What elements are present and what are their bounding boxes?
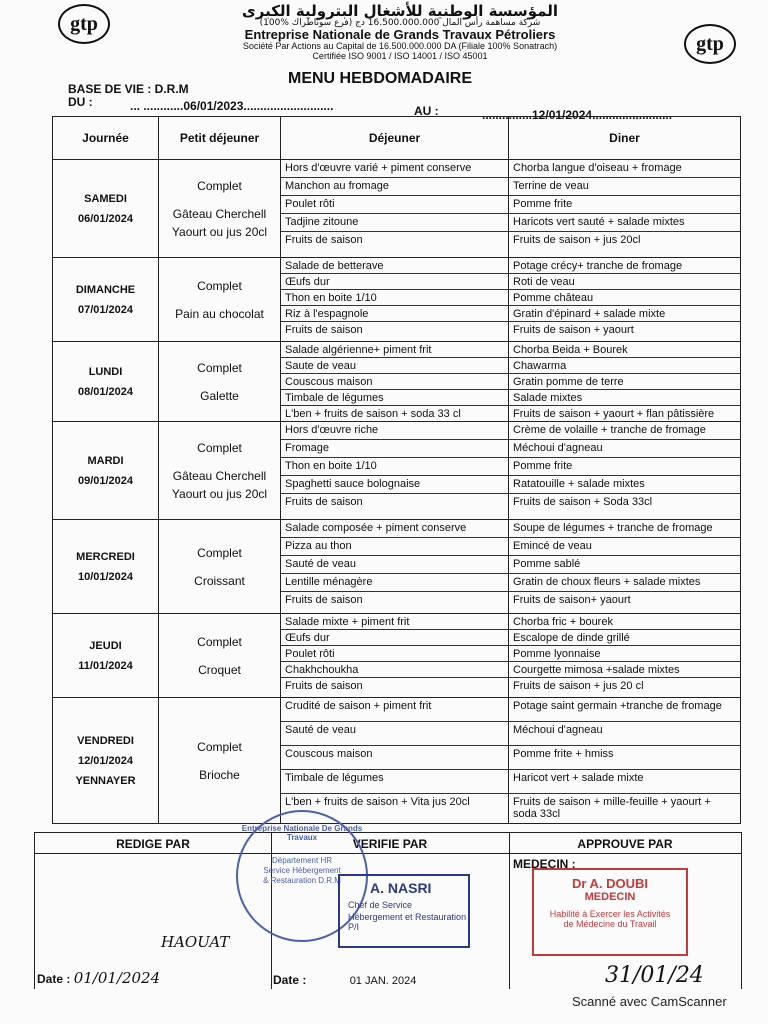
day-cell — [53, 520, 159, 614]
day-cell — [53, 160, 159, 258]
company-logo-left — [58, 4, 110, 44]
dinner-item: Terrine de veau — [509, 178, 740, 196]
lunch-cell — [281, 698, 509, 824]
day-date: 10/01/2024 — [77, 570, 134, 583]
lunch-cell — [281, 258, 509, 342]
breakfast-item: Brioche — [199, 767, 240, 782]
breakfast-item: Croissant — [194, 573, 245, 588]
redige-signature: HAOUAT — [161, 933, 230, 951]
lunch-item: Fromage — [281, 440, 508, 458]
table-row — [53, 614, 741, 698]
company-sub-arabic: شركة مساهمة رأس المال 16.500.000.000 دج (فرع سوناطراك %100) — [259, 18, 541, 28]
lunch-item: Salade composée + piment conserve — [281, 520, 508, 538]
lunch-item: Fruits de saison — [285, 496, 363, 508]
verifier-rect-stamp — [338, 874, 470, 948]
dinner-item: Pomme frite + hmiss — [509, 746, 740, 770]
day-cell — [53, 698, 159, 824]
day-day: VENDREDI — [77, 734, 134, 747]
day-date: 11/01/2024 — [78, 659, 133, 672]
lunch-item: Spaghetti sauce bolognaise — [281, 476, 508, 494]
lunch-item: Fruits de saison — [285, 324, 363, 336]
verifie-date — [273, 973, 416, 987]
approuve-title: APPROUVE PAR — [509, 837, 741, 854]
lunch-item: Poulet rôti — [281, 646, 508, 662]
dinner-item: Fruits de saison + yaourt + flan pâtissière — [513, 408, 715, 420]
lunch-item: Thon en boite 1/10 — [281, 458, 508, 476]
day-day: LUNDI — [88, 365, 123, 378]
day-cell — [53, 258, 159, 342]
company-name-french: Entreprise Nationale de Grands Travaux Pétroliers — [244, 27, 556, 42]
redige-column — [35, 833, 272, 989]
lunch-item: Riz à l'espagnole — [281, 306, 508, 322]
certification-line: Certifiée ISO 9001 / ISO 14001 / ISO 45001 — [312, 51, 488, 61]
table-header-row — [53, 117, 741, 160]
dinner-item: Chorba Beida + Bourek — [509, 342, 740, 358]
menu-body — [53, 160, 741, 824]
breakfast-cell — [159, 342, 281, 422]
breakfast-cell — [159, 698, 281, 824]
dinner-cell — [509, 520, 741, 614]
du-label: DU : — [68, 95, 93, 109]
dinner-item: Salade mixtes — [509, 390, 740, 406]
dinner-item: Haricot vert + salade mixte — [509, 770, 740, 794]
breakfast-item: Complet — [197, 545, 242, 560]
dinner-item: Chorba langue d'oiseau + fromage — [509, 160, 740, 178]
redige-date-value: 01/01/2024 — [73, 969, 161, 987]
lunch-item: Œufs dur — [281, 630, 508, 646]
day-date: 09/01/2024 — [77, 474, 134, 487]
dinner-item: Fruits de saison + jus 20cl — [513, 234, 641, 246]
dinner-item: Chawarma — [509, 358, 740, 374]
breakfast-item: Complet — [197, 739, 242, 754]
day-day: JEUDI — [89, 639, 122, 652]
header-breakfast: Petit déjeuner — [159, 117, 281, 160]
dinner-item: Pomme sablé — [509, 556, 740, 574]
lunch-item: L'ben + fruits de saison + soda 33 cl — [285, 408, 461, 420]
breakfast-item: Gâteau Cherchell — [172, 206, 267, 221]
redige-title: REDIGE PAR — [35, 837, 271, 854]
lunch-item: Timbale de légumes — [281, 770, 508, 794]
table-row — [53, 160, 741, 258]
dinner-item: Potage saint germain +tranche de fromage — [509, 698, 740, 722]
dinner-item: Gratin de choux fleurs + salade mixtes — [509, 574, 740, 592]
dinner-item: Fruits de saison + mille-feuille + yaourt + soda 33cl — [513, 796, 711, 820]
medecin-stamp-role: MEDECIN — [584, 891, 636, 903]
lunch-item: Hors d'œuvre varié + piment conserve — [281, 160, 508, 178]
day-day: SAMEDI — [84, 192, 127, 205]
du-date: ... ............06/01/2023........................... — [130, 99, 334, 113]
lunch-item: Sauté de veau — [281, 722, 508, 746]
breakfast-item: Complet — [197, 360, 242, 375]
dinner-item: Emincé de veau — [509, 538, 740, 556]
dinner-item: Pomme frite — [509, 458, 740, 476]
dinner-item: Haricots vert sauté + salade mixtes — [509, 214, 740, 232]
day-cell — [53, 422, 159, 520]
breakfast-item: Gâteau Cherchell — [172, 468, 267, 483]
dinner-item: Potage crécy+ tranche de fromage — [509, 258, 740, 274]
logo-left-text: gtp — [70, 12, 98, 35]
lunch-item: Chakhchoukha — [281, 662, 508, 678]
scanner-footer: Scanné avec CamScanner — [572, 994, 727, 1009]
day-date: 06/01/2024 — [77, 212, 134, 225]
dinner-cell — [509, 698, 741, 824]
lunch-item: Fruits de saison — [285, 234, 363, 246]
lunch-item: Couscous maison — [281, 746, 508, 770]
breakfast-item: Yaourt ou jus 20cl — [171, 224, 268, 239]
breakfast-item: Croquet — [198, 662, 241, 677]
breakfast-item: Complet — [197, 440, 242, 455]
round-stamp-inner: Département HR Service Hébergement & Restauration D.R.M — [263, 856, 341, 885]
lunch-item: Manchon au fromage — [281, 178, 508, 196]
lunch-item: Sauté de veau — [281, 556, 508, 574]
breakfast-cell — [159, 258, 281, 342]
lunch-item: Fruits de saison — [285, 680, 363, 692]
dinner-item: Fruits de saison + Soda 33cl — [513, 496, 653, 508]
redige-date — [37, 969, 160, 987]
lunch-item: Salade mixte + piment frit — [281, 614, 508, 630]
dinner-item: Roti de veau — [509, 274, 740, 290]
day-cell — [53, 342, 159, 422]
day-day: DIMANCHE — [75, 283, 136, 296]
dinner-item: Pomme lyonnaise — [509, 646, 740, 662]
lunch-item: Saute de veau — [281, 358, 508, 374]
dinner-cell — [509, 614, 741, 698]
dinner-item: Méchoui d'agneau — [509, 722, 740, 746]
logo-right-text: gtp — [696, 32, 724, 55]
dinner-cell — [509, 160, 741, 258]
lunch-item: Tadjine zitoune — [281, 214, 508, 232]
menu-table — [52, 116, 741, 824]
header-dinner: Diner — [509, 117, 741, 160]
breakfast-item: Pain au chocolat — [175, 306, 264, 321]
au-date: ...............12/01/2024........................ — [482, 108, 673, 122]
verifie-date-label: Date : — [273, 973, 307, 987]
dinner-cell — [509, 422, 741, 520]
breakfast-cell — [159, 520, 281, 614]
header-lunch: Déjeuner — [281, 117, 509, 160]
dinner-cell — [509, 258, 741, 342]
dinner-item: Courgette mimosa +salade mixtes — [509, 662, 740, 678]
lunch-item: Lentille ménagère — [281, 574, 508, 592]
day-date: 07/01/2024 — [77, 303, 134, 316]
dinner-item: Soupe de légumes + tranche de fromage — [509, 520, 740, 538]
breakfast-cell — [159, 614, 281, 698]
medecin-stamp — [532, 868, 688, 956]
page-title: MENU HEBDOMADAIRE — [288, 70, 472, 87]
breakfast-item: Complet — [197, 178, 242, 193]
company-sub-french: Société Par Actions au Capital de 16.500.000.000 DA (Filiale 100% Sonatrach) — [242, 41, 558, 51]
medecin-stamp-name: Dr A. DOUBI — [571, 876, 649, 891]
lunch-cell — [281, 422, 509, 520]
lunch-item: Fruits de saison — [285, 594, 363, 606]
lunch-item: Couscous maison — [281, 374, 508, 390]
dinner-item: Fruits de saison+ yaourt — [513, 594, 631, 606]
medecin-label: MEDECIN : — [513, 857, 576, 871]
dinner-item: Gratin pomme de terre — [509, 374, 740, 390]
approuve-date-handwritten: 31/01/24 — [605, 963, 704, 988]
dinner-item: Fruits de saison + jus 20 cl — [513, 680, 644, 692]
lunch-item: L'ben + fruits de saison + Vita jus 20cl — [285, 796, 470, 808]
dinner-item: Pomme frite — [509, 196, 740, 214]
breakfast-cell — [159, 160, 281, 258]
lunch-item: Œufs dur — [281, 274, 508, 290]
day-cell — [53, 614, 159, 698]
redige-date-label: Date : — [37, 972, 71, 986]
breakfast-cell — [159, 422, 281, 520]
breakfast-item: Yaourt ou jus 20cl — [171, 486, 268, 501]
day-date: 12/01/2024 — [77, 754, 134, 767]
table-row — [53, 698, 741, 824]
lunch-item: Hors d'œuvre riche — [281, 422, 508, 440]
dinner-item: Ratatouille + salade mixtes — [509, 476, 740, 494]
dinner-item: Crème de volaille + tranche de fromage — [509, 422, 740, 440]
verifier-name: A. NASRI — [370, 880, 432, 896]
breakfast-item: Complet — [197, 278, 242, 293]
dinner-cell — [509, 342, 741, 422]
lunch-cell — [281, 160, 509, 258]
lunch-cell — [281, 520, 509, 614]
company-logo-right — [684, 24, 736, 64]
lunch-item: Salade algérienne+ piment frit — [281, 342, 508, 358]
table-row — [53, 520, 741, 614]
au-label: AU : — [414, 104, 439, 118]
dinner-item: Méchoui d'agneau — [509, 440, 740, 458]
lunch-cell — [281, 342, 509, 422]
dinner-item: Chorba fric + bourek — [509, 614, 740, 630]
lunch-item: Thon en boite 1/10 — [281, 290, 508, 306]
dinner-item: Fruits de saison + yaourt — [513, 324, 634, 336]
table-row — [53, 422, 741, 520]
dinner-item: Escalope de dinde grillé — [509, 630, 740, 646]
lunch-cell — [281, 614, 509, 698]
dinner-item: Pomme château — [509, 290, 740, 306]
lunch-item: Salade de betterave — [281, 258, 508, 274]
round-stamp-company: Entreprise Nationale De Grands Travaux — [241, 824, 363, 842]
table-row — [53, 258, 741, 342]
breakfast-item: Galette — [200, 388, 239, 403]
breakfast-item: Complet — [197, 634, 242, 649]
lunch-item: Crudité de saison + piment frit — [281, 698, 508, 722]
dinner-item: Gratin d'épinard + salade mixte — [509, 306, 740, 322]
company-name-arabic: المؤسسة الوطنية للأشغال البترولية الكبرى — [242, 2, 558, 20]
rect-stamp-line1: Chef de Service — [348, 900, 413, 910]
lunch-item: Poulet rôti — [281, 196, 508, 214]
verifie-date-value: 01 JAN. 2024 — [349, 975, 417, 987]
table-row — [53, 342, 741, 422]
day-day: MERCREDI — [76, 550, 135, 563]
base-de-vie: BASE DE VIE : D.R.M — [68, 82, 189, 96]
day-day: MARDI — [87, 454, 124, 467]
day-extra: YENNAYER — [75, 774, 136, 787]
verifie-title: VERIFIE PAR — [271, 837, 509, 854]
medecin-stamp-text: Habilité à Exercer les Activités de Médecine du Travail — [549, 909, 671, 929]
lunch-item: Timbale de légumes — [281, 390, 508, 406]
rect-stamp-line2: Hébergement et Restauration P/I — [348, 912, 467, 932]
day-date: 08/01/2024 — [77, 385, 134, 398]
lunch-item: Pizza au thon — [281, 538, 508, 556]
header-day: Journée — [53, 117, 159, 160]
